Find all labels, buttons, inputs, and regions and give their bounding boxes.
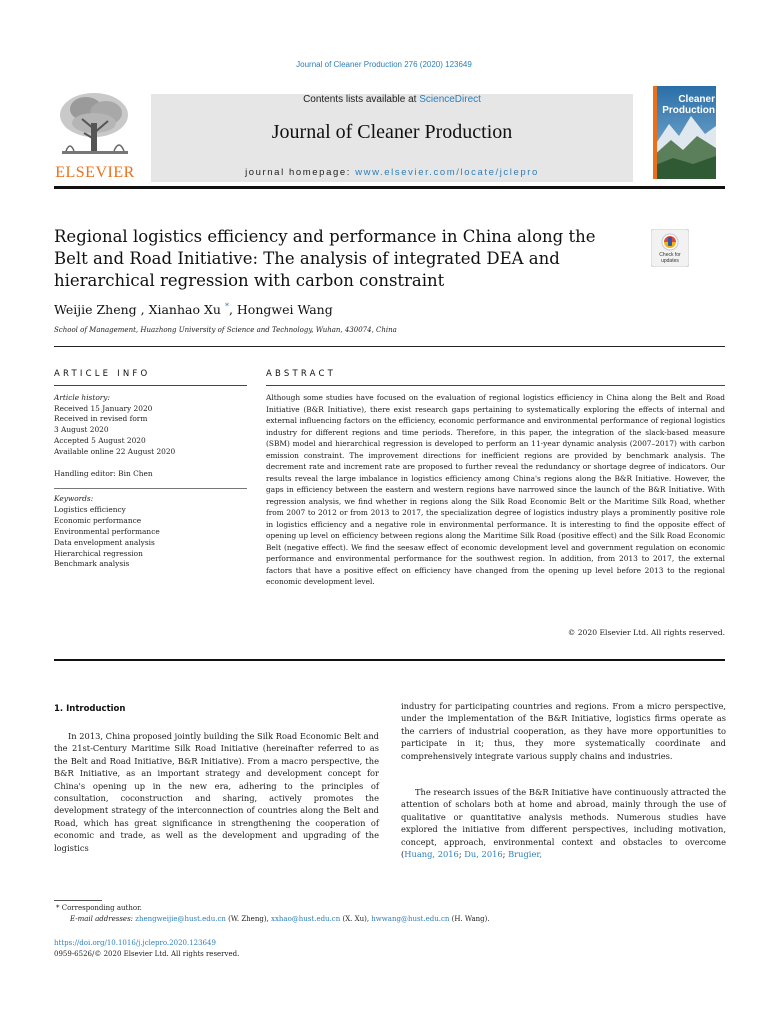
author-zheng[interactable]: Weijie Zheng bbox=[54, 302, 137, 318]
history-item: 3 August 2020 bbox=[54, 425, 109, 435]
abstract-rule bbox=[266, 385, 725, 386]
section-rule bbox=[54, 346, 725, 347]
publisher-name: ELSEVIER bbox=[55, 164, 135, 181]
homepage-link[interactable]: www.elsevier.com/locate/jclepro bbox=[355, 167, 539, 178]
sciencedirect-link[interactable]: ScienceDirect bbox=[419, 94, 481, 105]
doi-link[interactable]: https://doi.org/10.1016/j.jclepro.2020.123649 bbox=[54, 939, 216, 947]
corresponding-author-note: * Corresponding author. bbox=[56, 904, 142, 912]
affiliation: School of Management, Huazhong University of Science and Technology, Wuhan, 430074, China bbox=[54, 326, 397, 334]
article-info-heading: ARTICLE INFO bbox=[54, 369, 151, 379]
introduction-heading: 1. Introduction bbox=[54, 704, 126, 714]
author-separator: , bbox=[136, 302, 149, 318]
contents-availability bbox=[151, 94, 633, 105]
keyword-item: Logistics efficiency bbox=[54, 504, 126, 514]
doi-block bbox=[54, 938, 239, 959]
email-link-zheng[interactable]: zhengweijie@hust.edu.cn bbox=[135, 914, 226, 923]
journal-cover[interactable] bbox=[653, 86, 716, 179]
history-item: Received in revised form bbox=[54, 414, 148, 424]
history-item: Available online 22 August 2020 bbox=[54, 446, 176, 456]
handling-editor: Handling editor: Bin Chen bbox=[54, 469, 153, 478]
keywords-rule bbox=[54, 488, 247, 489]
email-label: E-mail addresses: bbox=[70, 914, 136, 923]
cover-title bbox=[657, 94, 715, 116]
corresponding-mark[interactable]: * bbox=[224, 302, 229, 311]
reference-link-brugier[interactable]: Brugier, bbox=[508, 849, 543, 860]
article-title: Regional logistics efficiency and performance in China along the Belt and Road Initiative: The analysis of integrated DEA and hierarchical regression with carbon constraint bbox=[54, 227, 596, 290]
keyword-item: Hierarchical regression bbox=[54, 548, 143, 558]
check-for-updates-badge[interactable] bbox=[651, 229, 689, 267]
elsevier-logo[interactable] bbox=[54, 89, 136, 183]
introduction-right-paragraph-2 bbox=[401, 786, 726, 860]
cover-title-line-2: Production bbox=[662, 105, 715, 116]
check-updates-label-line-1: Check for bbox=[659, 252, 681, 258]
abstract-end-rule bbox=[54, 659, 725, 661]
keywords-list bbox=[54, 494, 254, 570]
header-rule bbox=[54, 186, 725, 189]
article-info-rule bbox=[54, 385, 247, 386]
keyword-item: Economic performance bbox=[54, 515, 142, 525]
author-separator: , bbox=[228, 302, 237, 318]
email-owner: (H. Wang). bbox=[449, 914, 490, 923]
homepage-prefix: journal homepage: bbox=[245, 167, 356, 178]
author-xu[interactable]: Xianhao Xu bbox=[148, 302, 221, 318]
keyword-item: Environmental performance bbox=[54, 526, 160, 536]
email-owner: (W. Zheng), bbox=[225, 914, 271, 923]
reference-separator: ; bbox=[458, 849, 465, 860]
keyword-item: Benchmark analysis bbox=[54, 559, 130, 569]
keywords-label: Keywords: bbox=[54, 494, 94, 503]
email-addresses bbox=[54, 914, 725, 925]
contents-prefix: Contents lists available at bbox=[303, 94, 420, 105]
issn-copyright: 0959-6526/© 2020 Elsevier Ltd. All rights reserved. bbox=[54, 949, 240, 958]
journal-citation[interactable]: Journal of Cleaner Production 276 (2020) 123649 bbox=[296, 60, 472, 69]
paragraph-text: The research issues of the B&R Initiative have continuously attracted the attention of scholars both at home and abroad, mainly through the use of qualitative or quantitative analysis methods. Numerous studies have explored the initiative from different perspectives, including motivation, concept, approach, environmental context and obstacles to overcome ( bbox=[401, 787, 726, 860]
email-link-wang[interactable]: hwwang@hust.edu.cn bbox=[371, 914, 450, 923]
keyword-item: Data envelopment analysis bbox=[54, 537, 155, 547]
footnote-rule bbox=[54, 900, 102, 901]
author-wang[interactable]: Hongwei Wang bbox=[236, 302, 333, 318]
history-item: Received 15 January 2020 bbox=[54, 403, 153, 413]
check-updates-label bbox=[651, 252, 689, 264]
journal-homepage bbox=[151, 167, 633, 178]
abstract-heading: ABSTRACT bbox=[266, 369, 337, 379]
email-owner: (X. Xu), bbox=[340, 914, 372, 923]
introduction-left-column: In 2013, China proposed jointly building the Silk Road Economic Belt and the 21st-Century Maritime Silk Road Initiative (hereinafter referred to as the Belt and Road Initiative, B&R Initiative). From a macro perspective, the B&R Initiative, as an important strategy and development concept for China's opening up in the new era, adhering to the principles of consultation, coconstruction and sharing, actively promotes the development strategy of the interconnection of countries along the Belt and Road, which has great significance in strengthening the cooperation of economic and trade, as well as the development and upgrading of the logistics bbox=[54, 731, 379, 853]
author-list bbox=[54, 302, 634, 317]
cover-title-line-1: Cleaner bbox=[678, 94, 715, 105]
introduction-right-paragraph-1: industry for participating countries and regions. From a micro perspective, under the implementation of the B&R Initiative, logistics firms operate as the carriers of industrial cooperation, as they have more opportunities to participate in it; thus, they more systematically coordinate and comprehensively integrate various supply chains and industries. bbox=[401, 701, 726, 761]
abstract-body: Although some studies have focused on the evaluation of regional logistics efficiency in China along the Belt and Road Initiative (B&R Initiative), there exist research gaps pertaining to systematically exploring the effects of internal and external influencing factors on the efficiency, economic performance and environmental performance of regional logistics industry for different regions and time periods. Therefore, in this paper, the integration of the slack-based measure (SBM) model and hierarchical regression is developed to perform an 11-year dynamic analysis (2007–2017) with carbon emission constraint. The improvement directions for inefficient regions are provided by benchmark analysis. The decrement rate and increment rate are proposed to further reveal the redundancy or shortage degree of indicators. Our results reveal the large imbalance in logistics efficiency among China's regions along the B&R Initiative. However, the gaps in efficiency between the eastern and western regions have narrowed since the launch of the B&R Initiative. With regression analysis, we find whether in regions along the Silk Road Economic Belt or the Maritime Silk Road, whether from 2007 to 2012 or from 2013 to 2017, the specialization degree of logistics industry plays a prominently positive role in logistics efficiency and a negative role in environmental performance. It is interesting to find the opposite effect of opening up level on efficiency between regions along the Maritime Silk Road (positive effect) and the Silk Road Economic Belt (negative effect). We find the seesaw effect of economic development level and government regulation on economic performance and environmental performance for the southwest region. In addition, from 2013 to 2017, the external factors that have a positive effect on efficiency have changed from the opening up level before 2013 to the regional economic development level. bbox=[266, 393, 725, 586]
journal-name: Journal of Cleaner Production bbox=[271, 121, 513, 143]
history-label: Article history: bbox=[54, 393, 110, 402]
journal-masthead bbox=[151, 94, 633, 182]
reference-link-huang[interactable]: Huang, 2016 bbox=[404, 849, 459, 860]
reference-link-du[interactable]: Du, 2016 bbox=[464, 849, 503, 860]
footnote bbox=[54, 903, 725, 924]
reference-separator: ; bbox=[502, 849, 509, 860]
check-updates-label-line-2: updates bbox=[661, 258, 679, 264]
email-link-xu[interactable]: xxhao@hust.edu.cn bbox=[271, 914, 341, 923]
abstract-copyright: © 2020 Elsevier Ltd. All rights reserved. bbox=[567, 628, 725, 637]
article-history bbox=[54, 393, 254, 457]
history-item: Accepted 5 August 2020 bbox=[54, 435, 146, 445]
tree-emblem-icon bbox=[54, 89, 136, 163]
